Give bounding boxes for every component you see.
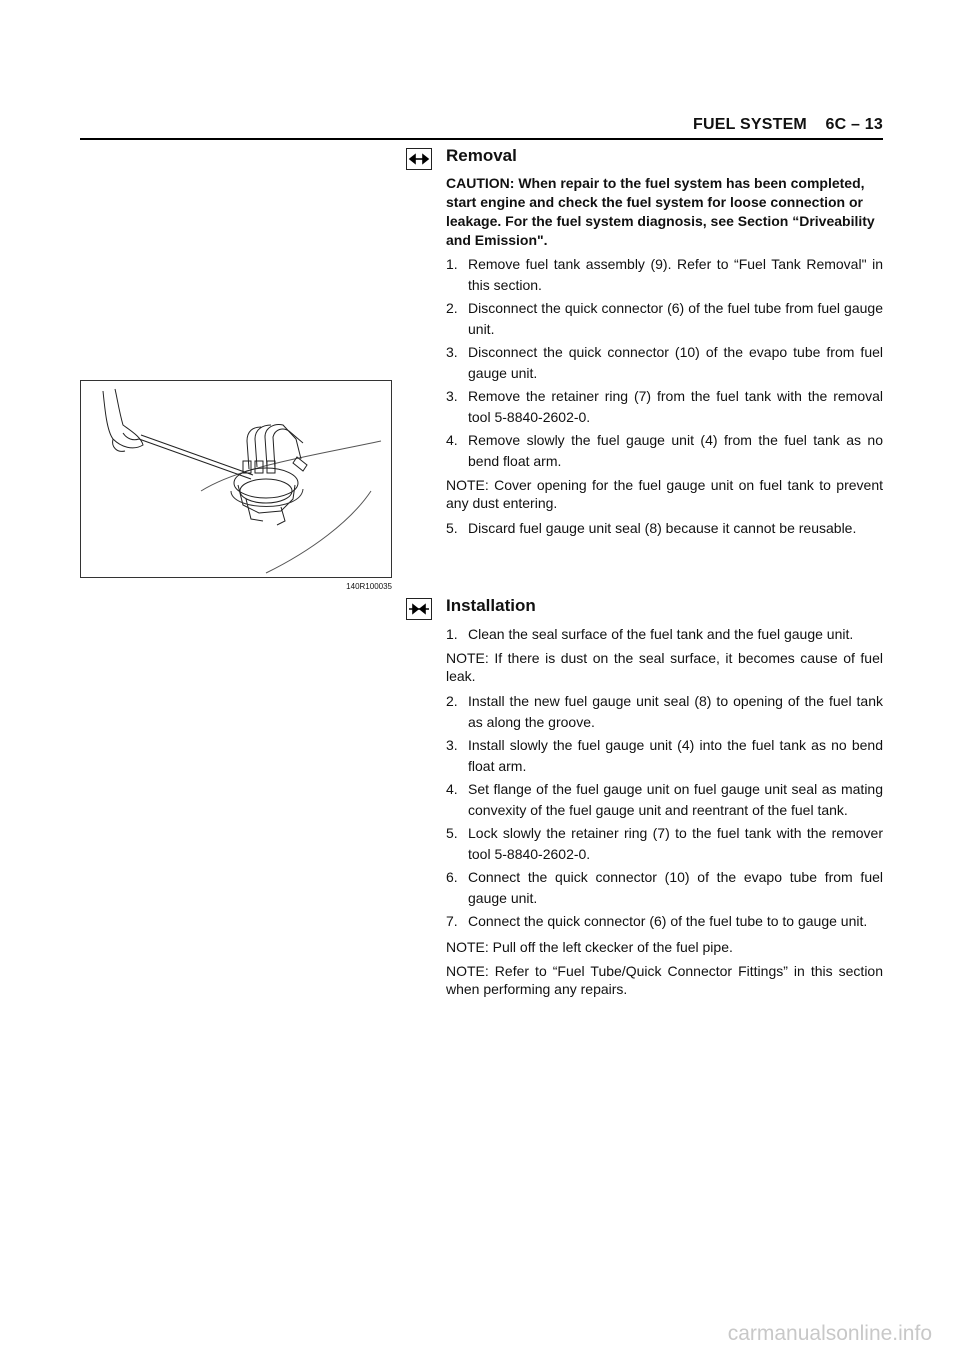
removal-arrows-icon	[406, 148, 432, 170]
installation-steps-b	[446, 691, 883, 932]
watermark: carmanualsonline.info	[727, 1322, 932, 1345]
installation-note-1: NOTE: Pull off the left ckecker of the fuel pipe.	[446, 939, 733, 955]
fuel-gauge-removal-illustration	[81, 381, 391, 577]
list-item: 2. Install the new fuel gauge unit seal (8) to opening of the fuel tank as along the groove.	[446, 693, 883, 730]
list-item: 3. Remove the retainer ring (7) from the fuel tank with the removal tool 5-8840-2602-0.	[446, 388, 883, 425]
list-item: 4. Set flange of the fuel gauge unit on fuel gauge unit seal as mating convexity of the fuel gauge unit and reentrant of the fuel tank.	[446, 781, 883, 818]
caution-text: CAUTION: When repair to the fuel system has been completed, start engine and check the fuel system for loose connection or leakage. For the fuel system diagnosis, see Section “Driveability and Emission".	[446, 175, 875, 248]
installation-note-2: NOTE: Refer to “Fuel Tube/Quick Connector Fittings” in this section when performing any repairs.	[446, 963, 883, 997]
removal-illustration	[80, 380, 392, 578]
removal-steps-a	[446, 254, 883, 472]
list-item: 3. Disconnect the quick connector (10) of the evapo tube from fuel gauge unit.	[446, 344, 883, 381]
installation-arrows-icon	[406, 598, 432, 620]
list-item: 2. Disconnect the quick connector (6) of the fuel tube from fuel gauge unit.	[446, 300, 883, 337]
installation-note: NOTE: If there is dust on the seal surface, it becomes cause of fuel leak.	[446, 650, 883, 684]
removal-note: NOTE: Cover opening for the fuel gauge unit on fuel tank to prevent any dust entering.	[446, 477, 883, 511]
page-title: FUEL SYSTEM 6C – 13	[693, 116, 883, 133]
figure-caption: 140R100035	[346, 582, 392, 591]
removal-body	[446, 174, 883, 541]
list-item: 6. Connect the quick connector (10) of the evapo tube from fuel gauge unit.	[446, 869, 883, 906]
list-item: 1. Remove fuel tank assembly (9). Refer to “Fuel Tank Removal" in this section.	[446, 256, 883, 293]
list-item: 7. Connect the quick connector (6) of the fuel tube to to gauge unit.	[446, 913, 868, 929]
installation-body	[446, 624, 883, 1004]
page-header	[80, 116, 883, 140]
list-item: 1. Clean the seal surface of the fuel tank and the fuel gauge unit.	[446, 626, 854, 642]
removal-title: Removal	[446, 146, 517, 165]
list-item: 5. Lock slowly the retainer ring (7) to the fuel tank with the remover tool 5-8840-2602-0.	[446, 825, 883, 862]
installation-steps-a	[446, 624, 883, 645]
removal-steps-b	[446, 518, 883, 539]
list-item: 4. Remove slowly the fuel gauge unit (4) from the fuel tank as no bend float arm.	[446, 432, 883, 469]
list-item: 5. Discard fuel gauge unit seal (8) because it cannot be reusable.	[446, 520, 857, 536]
installation-title: Installation	[446, 596, 536, 615]
list-item: 3. Install slowly the fuel gauge unit (4) into the fuel tank as no bend float arm.	[446, 737, 883, 774]
